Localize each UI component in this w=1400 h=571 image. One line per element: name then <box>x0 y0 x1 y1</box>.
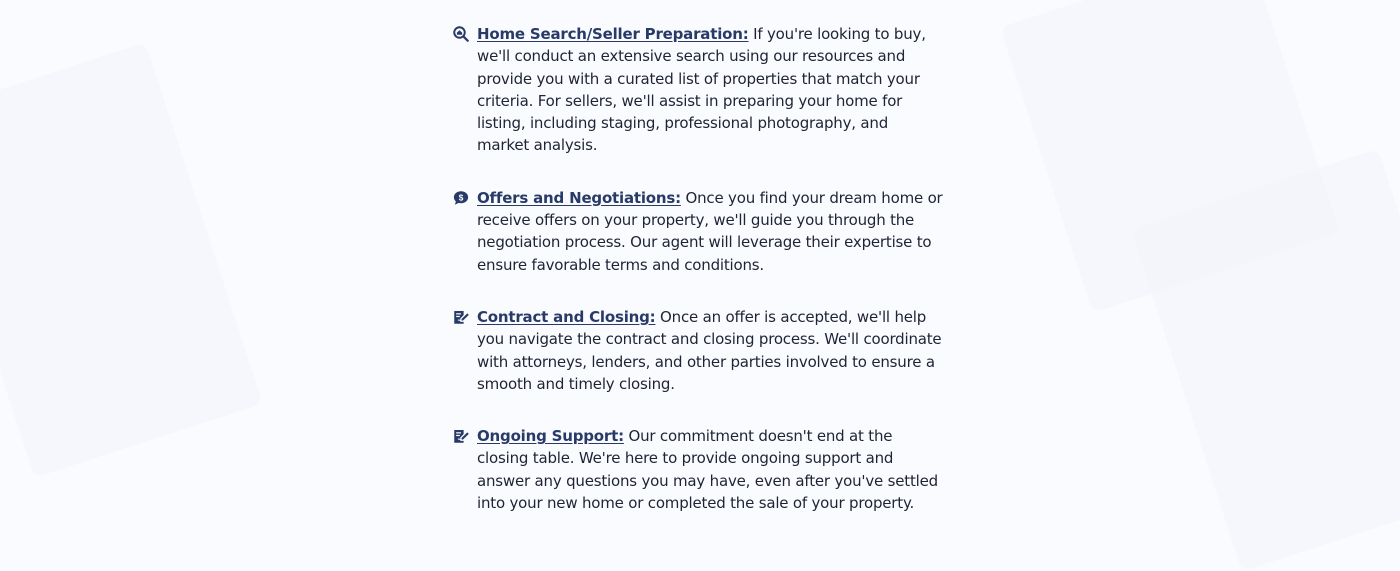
service-item-ongoing-support <box>452 425 944 514</box>
service-description: Once an offer is accepted, we'll help you navigate the contract and closing process. We'll coordinate with attorneys, lenders, and other parties involved to ensure a smooth and timely closing. <box>477 307 942 393</box>
service-item-offers-negotiations <box>452 187 944 276</box>
service-title-link[interactable]: Contract and Closing: <box>477 307 656 326</box>
magnifying-glass-house-icon <box>452 25 470 43</box>
service-text <box>477 23 944 157</box>
signed-contract-icon <box>452 427 470 445</box>
svg-text:$: $ <box>458 193 464 203</box>
service-title-link[interactable]: Home Search/Seller Preparation: <box>477 25 749 43</box>
service-description: If you're looking to buy, we'll conduct an extensive search using our resources and provide you with a curated list of properties that match your criteria. For sellers, we'll assist in preparing your home for listing, including staging, professional photography, and market analysis. <box>477 25 926 155</box>
service-description: Once you find your dream home or receive offers on your property, we'll guide you through the negotiation process. Our agent will leverage their expertise to ensure favorable terms and conditions. <box>477 188 943 274</box>
service-text <box>477 187 944 276</box>
service-text <box>477 306 944 395</box>
service-item-contract-closing <box>452 306 944 395</box>
service-description: Our commitment doesn't end at the closing table. We're here to provide ongoing support and answer any questions you may have, even after you've settled into your new home or completed the sale of your property. <box>477 427 938 513</box>
signed-contract-icon <box>452 308 470 326</box>
service-title-link[interactable]: Offers and Negotiations: <box>477 188 681 207</box>
services-list <box>452 23 944 514</box>
service-title-link[interactable]: Ongoing Support: <box>477 427 624 446</box>
service-item-home-search <box>452 23 944 157</box>
money-chat-bubble-icon <box>452 189 470 207</box>
service-text <box>477 425 944 514</box>
